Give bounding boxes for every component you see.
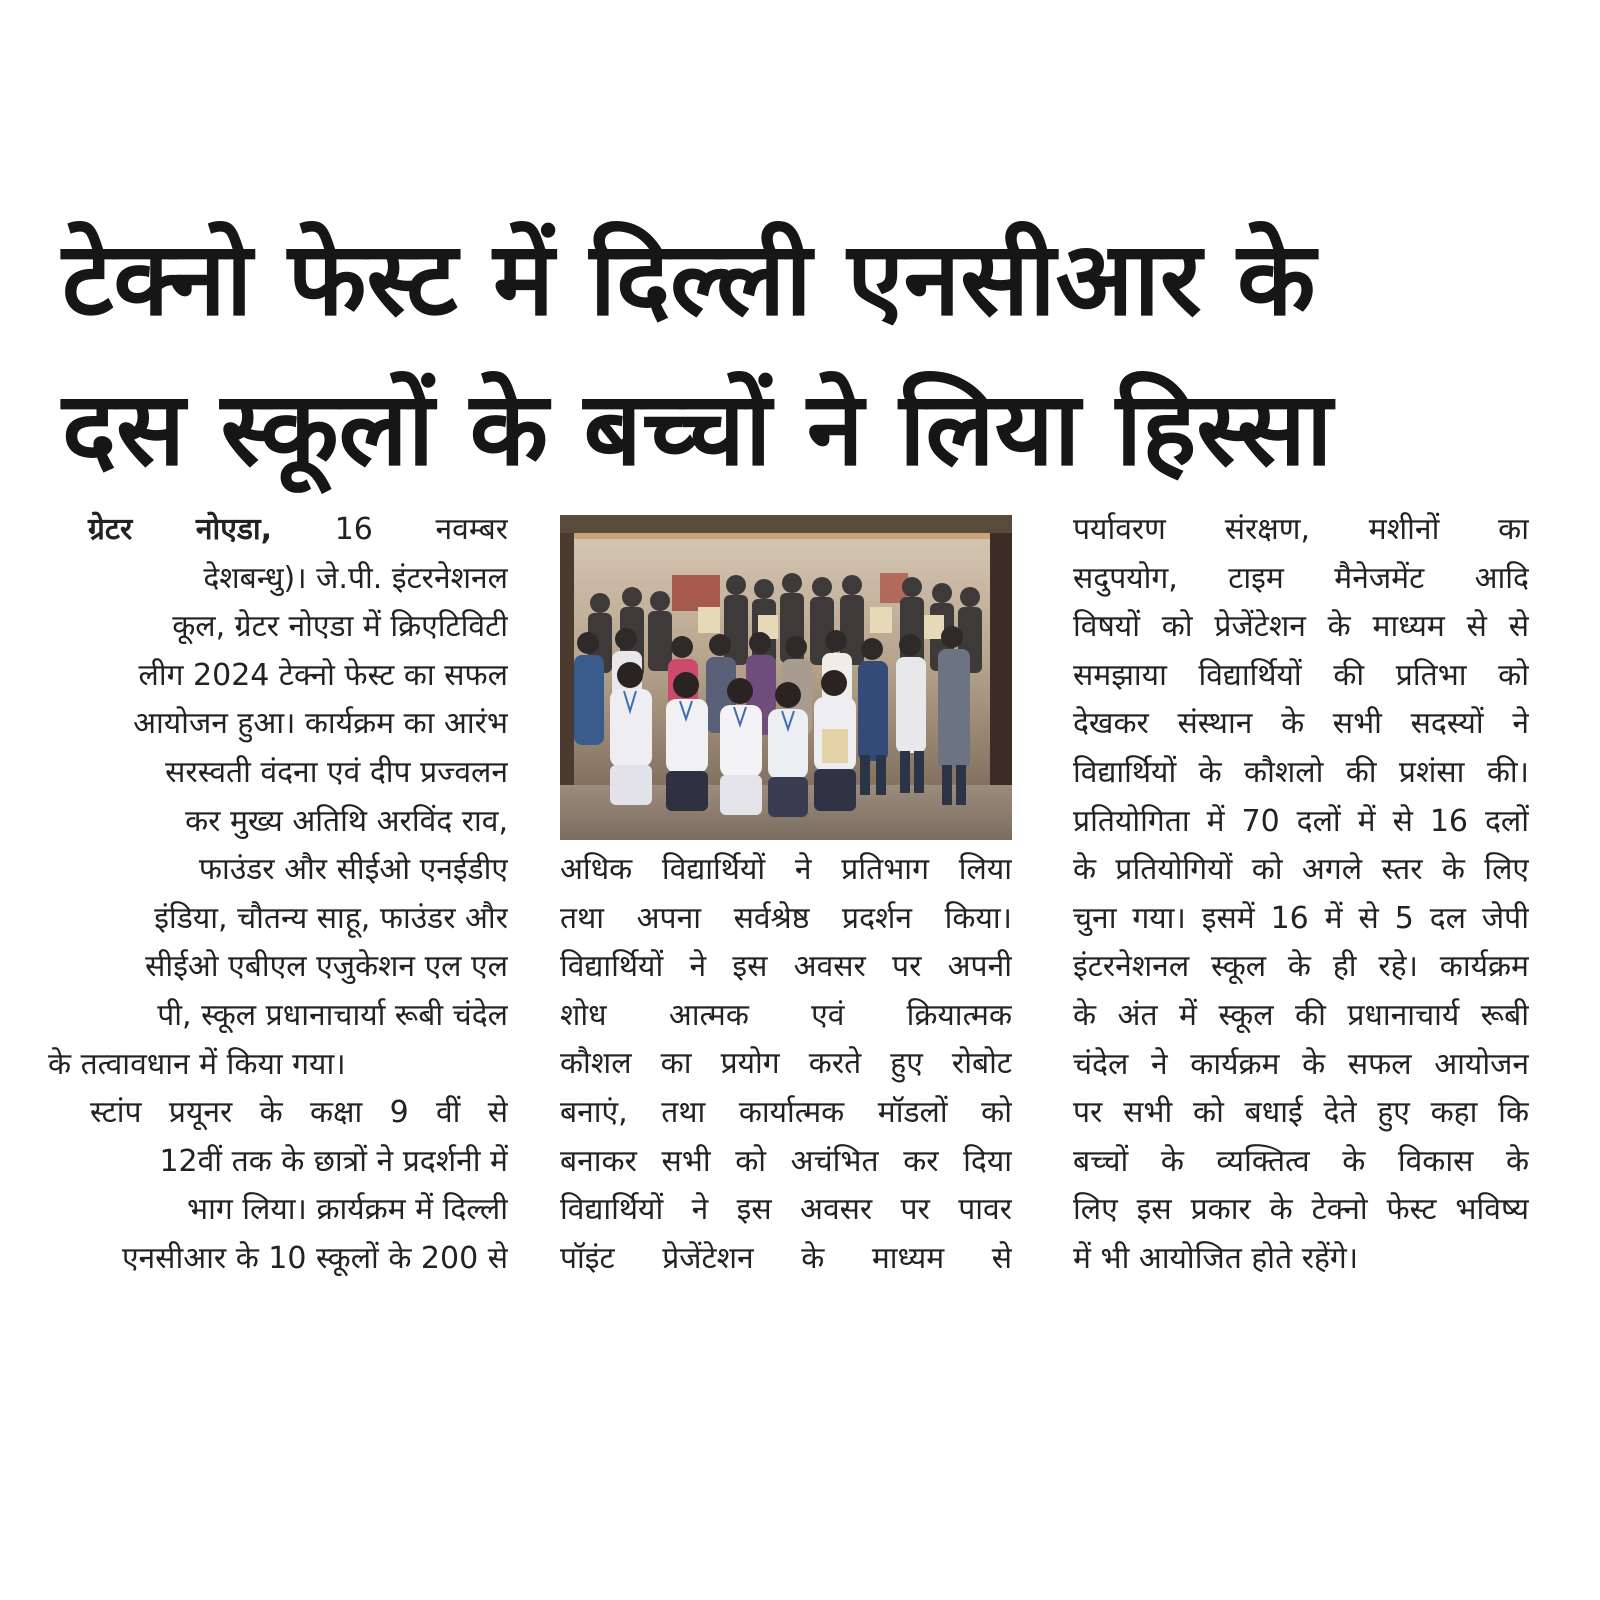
column-line: शोध आत्मक एवं क्रियात्मक — [560, 997, 1012, 1033]
headline-line-1: टेक्नो फेस्ट में दिल्ली एनसीआर के — [62, 220, 1316, 339]
column-line: तथा अपना सर्वश्रेष्ठ प्रदर्शन किया। — [560, 900, 1012, 936]
column-line: कौशल का प्रयोग करते हुए रोबोट — [560, 1046, 1012, 1082]
column-line: पर्यावरण संरक्षण, मशीनों का — [1073, 512, 1529, 547]
column-line: कूल, ग्रेटर नोएडा में क्रिएटिविटी — [172, 609, 508, 645]
column-line: पॉइंट प्रेजेंटेशन के माध्यम से — [560, 1240, 1012, 1276]
column-line: के प्रतियोगियों को अगले स्तर के लिए — [1073, 852, 1529, 888]
column-line: विद्यार्थियों के कौशलो की प्रशंसा की। — [1073, 754, 1529, 790]
column-line: सरस्वती वंदना एवं दीप प्रज्वलन — [165, 754, 508, 790]
column-line: इंडिया, चौतन्य साहू, फाउंडर और — [154, 900, 508, 936]
column-line: स्टांप प्रयूनर के कक्षा 9 वीं से — [90, 1095, 508, 1131]
headline-line-2: दस स्कूलों के बच्चों ने लिया हिस्सा — [62, 370, 1333, 489]
column-line: चंदेल ने कार्यक्रम के सफल आयोजन — [1073, 1046, 1529, 1082]
column-line: देशबन्धु)। जे.पी. इंटरनेशनल — [203, 560, 508, 596]
column-line: विद्यार्थियों ने इस अवसर पर पावर — [560, 1192, 1012, 1228]
column-line: प्रतियोगिता में 70 दलों में से 16 दलों — [1073, 803, 1529, 839]
column-line: लिए इस प्रकार के टेक्नो फेस्ट भविष्य — [1073, 1192, 1529, 1228]
article-column-middle — [560, 846, 1012, 1283]
dateline-date: 16 नवम्बर — [334, 512, 508, 547]
column-line: अधिक विद्यार्थियों ने प्रतिभाग लिया — [560, 852, 1012, 887]
column-line: के अंत में स्कूल की प्रधानाचार्य रूबी — [1073, 997, 1529, 1033]
dateline — [48, 506, 508, 555]
column-line: भाग लिया। क्रार्यक्रम में दिल्ली — [186, 1192, 508, 1228]
column-line: देखकर संस्थान के सभी सदस्यों ने — [1073, 706, 1529, 742]
column-line: में भी आयोजित होते रहेंगे। — [1073, 1240, 1359, 1276]
column-line: विद्यार्थियों ने इस अवसर पर अपनी — [560, 949, 1012, 985]
article-column-right — [1073, 506, 1529, 1284]
column-line: बनाकर सभी को अचंभित कर दिया — [560, 1143, 1012, 1179]
column-line: के तत्वावधान में किया गया। — [48, 1046, 346, 1082]
column-line: कर मुख्य अतिथि अरविंद राव, — [185, 803, 508, 839]
column-line: फाउंडर और सीईओ एनईडीए — [198, 852, 508, 888]
column-line: इंटरनेशनल स्कूल के ही रहे। कार्यक्रम — [1073, 949, 1529, 985]
column-line: आयोजन हुआ। कार्यक्रम का आरंभ — [133, 706, 508, 742]
column-line: पी, स्कूल प्रधानाचार्या रूबी चंदेल — [157, 997, 508, 1033]
column-line: सदुपयोग, टाइम मैनेजमेंट आदि — [1073, 560, 1529, 596]
dateline-place: ग्रेटर नोएडा, — [88, 512, 273, 547]
column-line: लीग 2024 टेक्नो फेस्ट का सफल — [138, 657, 508, 693]
column-line: समझाया विद्यार्थियों की प्रतिभा को — [1073, 657, 1529, 693]
column-line: पर सभी को बधाई देते हुए कहा कि — [1073, 1095, 1529, 1131]
group-photo — [560, 515, 1012, 840]
headline — [62, 205, 1542, 505]
column-line: सीईओ एबीएल एजुकेशन एल एल — [145, 949, 508, 985]
column-line: बच्चों के व्यक्तित्व के विकास के — [1073, 1143, 1529, 1179]
group-photo-image — [560, 515, 1012, 840]
article-column-left — [48, 506, 508, 1284]
column-line: चुना गया। इसमें 16 में से 5 दल जेपी — [1073, 900, 1529, 936]
column-line: विषयों को प्रेजेंटेशन के माध्यम से से — [1073, 609, 1529, 645]
column-line: एनसीआर के 10 स्कूलों के 200 से — [121, 1240, 508, 1276]
column-line: 12वीं तक के छात्रों ने प्रदर्शनी में — [159, 1143, 508, 1179]
column-line: बनाएं, तथा कार्यात्मक मॉडलों को — [560, 1094, 1012, 1130]
